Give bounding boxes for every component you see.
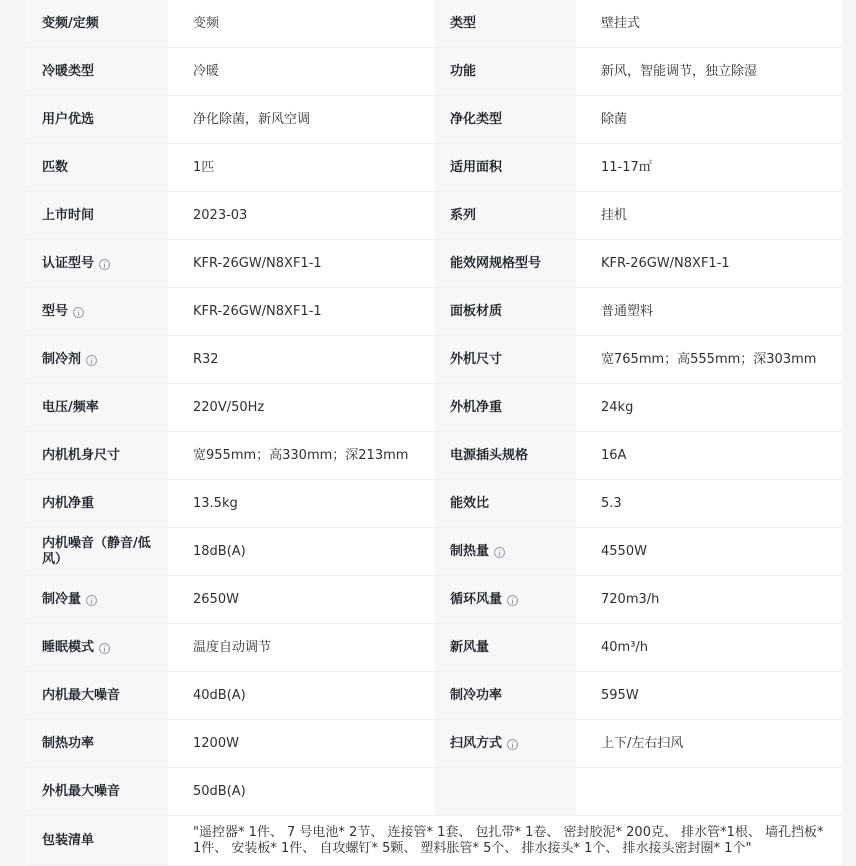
spec-row [26,528,842,576]
spec-label: 新风量 [434,624,576,672]
spec-row [26,768,842,816]
spec-label: 类型 [434,0,576,48]
spec-label: 冷暖类型 [26,48,168,96]
spec-value: KFR-26GW/N8XF1-1 [576,240,842,288]
spec-label: 制冷剂 [26,336,168,384]
spec-label: 外机尺寸 [434,336,576,384]
spec-label: 外机净重 [434,384,576,432]
spec-label: 上市时间 [26,192,168,240]
spec-value: 变频 [168,0,434,48]
spec-label-empty [434,768,576,816]
spec-value: 2023-03 [168,192,434,240]
spec-value: 220V/50Hz [168,384,434,432]
spec-label: 电源插头规格 [434,432,576,480]
spec-label: 制热量 [434,528,576,576]
spec-value: KFR-26GW/N8XF1-1 [168,288,434,336]
spec-value-empty [576,768,842,816]
spec-label: 功能 [434,48,576,96]
spec-label: 制冷功率 [434,672,576,720]
info-icon[interactable] [86,595,97,606]
spec-value: 24kg [576,384,842,432]
spec-label: 用户优选 [26,96,168,144]
spec-value: 16A [576,432,842,480]
spec-label: 面板材质 [434,288,576,336]
info-icon[interactable] [494,547,505,558]
spec-value: 5.3 [576,480,842,528]
spec-label: 系列 [434,192,576,240]
spec-row [26,192,842,240]
spec-table [26,0,842,866]
spec-row [26,432,842,480]
info-icon[interactable] [507,739,518,750]
spec-value: 4550W [576,528,842,576]
info-icon[interactable] [86,355,97,366]
info-icon[interactable] [99,259,110,270]
spec-label: 适用面积 [434,144,576,192]
spec-value: 1200W [168,720,434,768]
spec-label: 内机净重 [26,480,168,528]
spec-value: 新风，智能调节，独立除湿 [576,48,842,96]
info-icon[interactable] [73,307,84,318]
spec-value: 720m3/h [576,576,842,624]
spec-row [26,0,842,48]
spec-value: 温度自动调节 [168,624,434,672]
spec-value: 18dB(A) [168,528,434,576]
spec-label: 能效比 [434,480,576,528]
spec-label: 变频/定频 [26,0,168,48]
spec-label: 电压/频率 [26,384,168,432]
spec-value: 40dB(A) [168,672,434,720]
spec-value: 挂机 [576,192,842,240]
spec-value: 普通塑料 [576,288,842,336]
spec-value: 宽765mm；高555mm；深303mm [576,336,842,384]
spec-label: 睡眠模式 [26,624,168,672]
spec-label: 净化类型 [434,96,576,144]
spec-value: R32 [168,336,434,384]
info-icon[interactable] [99,643,110,654]
spec-label: 制冷量 [26,576,168,624]
spec-row [26,672,842,720]
spec-label: 循环风量 [434,576,576,624]
spec-value: KFR-26GW/N8XF1-1 [168,240,434,288]
info-icon[interactable] [507,595,518,606]
spec-row [26,720,842,768]
spec-value: 壁挂式 [576,0,842,48]
spec-row [26,384,842,432]
spec-row-packing [26,816,842,866]
spec-value: 1匹 [168,144,434,192]
spec-value: 50dB(A) [168,768,434,816]
spec-label: 内机噪音（静音/低风） [26,528,168,576]
spec-value: 595W [576,672,842,720]
spec-row [26,576,842,624]
spec-value: 冷暖 [168,48,434,96]
spec-label: 内机机身尺寸 [26,432,168,480]
spec-label: 外机最大噪音 [26,768,168,816]
spec-label: 制热功率 [26,720,168,768]
spec-value: 上下/左右扫风 [576,720,842,768]
spec-label: 认证型号 [26,240,168,288]
spec-row [26,48,842,96]
spec-row [26,480,842,528]
packing-label: 包装清单 [26,816,168,866]
packing-value: "遥控器* 1件、 7 号电池* 2节、 连接管* 1套、 包扎带* 1卷、 密封胶泥* 200克、 排水管*1根、 墙孔挡板* 1件、 安装板* 1件、 自攻螺钉* 5颗、 塑料胀管* 5个、 排水接头* 1个、 排水接头密封圈* 1个" [168,816,842,866]
spec-label: 型号 [26,288,168,336]
spec-value: 净化除菌，新风空调 [168,96,434,144]
spec-value: 40m³/h [576,624,842,672]
spec-value: 11-17㎡ [576,144,842,192]
spec-label: 内机最大噪音 [26,672,168,720]
spec-row [26,624,842,672]
spec-row [26,96,842,144]
spec-row [26,288,842,336]
spec-label: 匹数 [26,144,168,192]
spec-value: 2650W [168,576,434,624]
spec-label: 扫风方式 [434,720,576,768]
spec-row [26,240,842,288]
spec-value: 除菌 [576,96,842,144]
spec-label: 能效网规格型号 [434,240,576,288]
spec-value: 13.5kg [168,480,434,528]
spec-value: 宽955mm；高330mm；深213mm [168,432,434,480]
spec-row [26,144,842,192]
spec-row [26,336,842,384]
